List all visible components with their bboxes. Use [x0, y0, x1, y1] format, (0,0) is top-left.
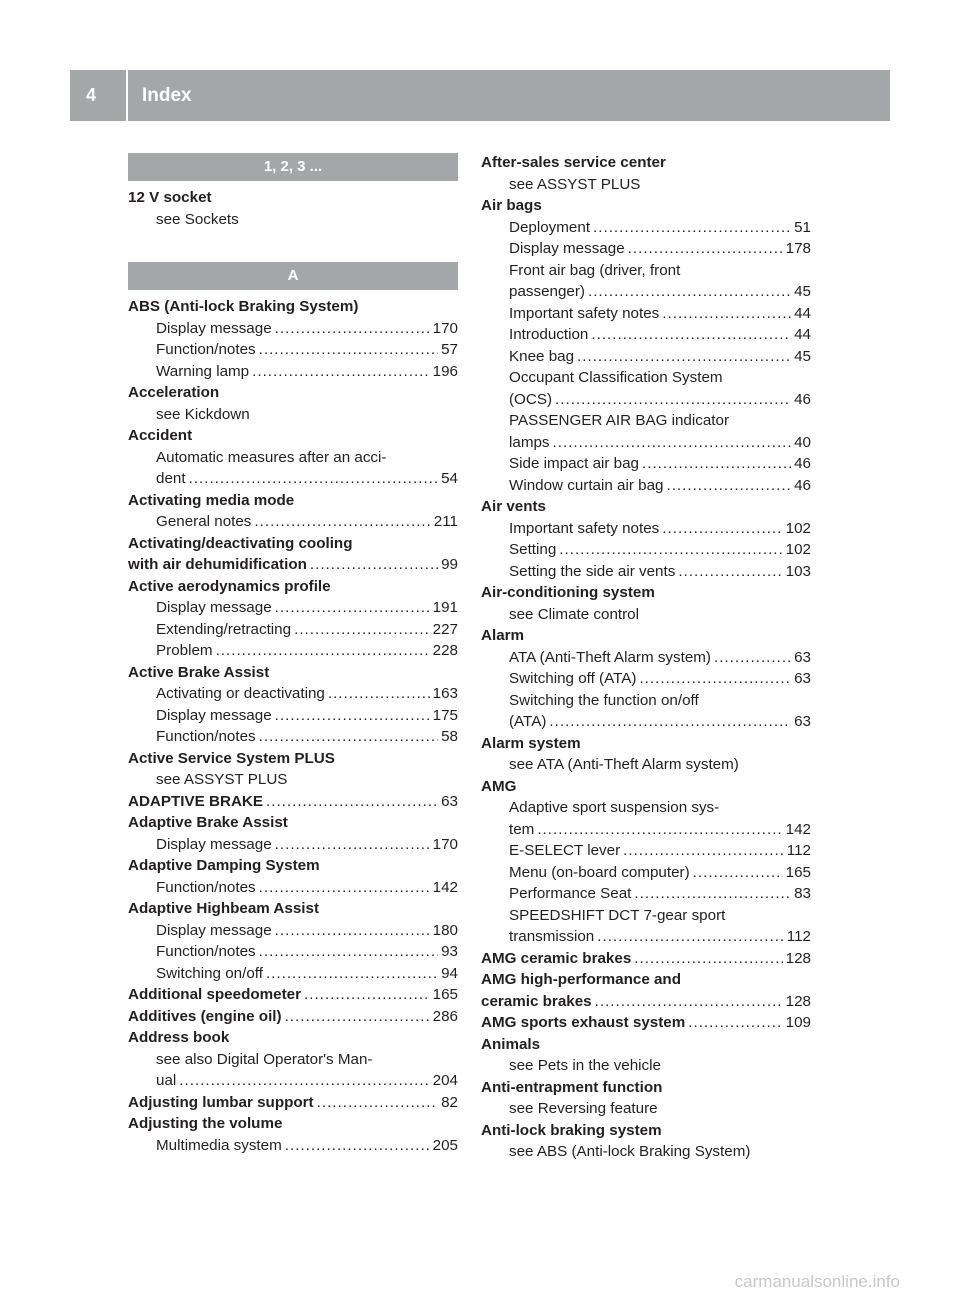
dot-leader [275, 834, 430, 856]
page-title: Index [142, 85, 192, 106]
page-reference-link[interactable]: 82 [441, 1093, 458, 1111]
entry-text: Display message [156, 921, 272, 939]
index-entry [481, 582, 811, 604]
index-subentry [128, 920, 458, 942]
page-reference-link[interactable]: 142 [432, 878, 458, 896]
entry-text: Occupant Classification System [509, 369, 723, 386]
index-subentry [481, 819, 811, 841]
entry-text: Accident [128, 427, 193, 444]
entry-text: Display message [156, 835, 272, 853]
entry-text: (OCS) [509, 390, 553, 408]
index-subentry [128, 963, 458, 985]
page-reference-link[interactable]: 58 [441, 728, 458, 745]
index-subentry [481, 1055, 811, 1077]
dot-leader [216, 640, 430, 662]
index-subentry [481, 260, 811, 282]
page-reference-link[interactable]: 63 [794, 670, 811, 687]
index-entry [128, 1027, 458, 1049]
page-reference-link[interactable]: 112 [786, 842, 811, 859]
page-reference-link[interactable]: 180 [432, 921, 458, 939]
dot-leader [666, 475, 791, 497]
index-subentry [481, 840, 811, 862]
entry-text: Function/notes [156, 943, 256, 960]
entry-text: Adaptive Highbeam Assist [128, 900, 320, 917]
entry-text: Function/notes [156, 728, 256, 745]
dot-leader [634, 883, 791, 905]
index-subentry [128, 640, 458, 662]
entry-text: see Climate control [509, 605, 639, 623]
page-reference-link[interactable]: 63 [441, 792, 458, 810]
entry-text: dent [156, 470, 186, 487]
index-entry [481, 1034, 811, 1056]
section-letter-heading: A [128, 262, 458, 290]
dot-leader [275, 318, 430, 340]
index-subentry [481, 883, 811, 905]
index-subentry [481, 324, 811, 346]
dot-leader [285, 1006, 430, 1028]
entry-text: with air dehumidification [128, 556, 307, 573]
index-subentry [481, 668, 811, 690]
page-reference-link[interactable]: 165 [432, 986, 458, 1003]
entry-text: Adjusting the volume [128, 1115, 283, 1132]
entry-text: Introduction [509, 326, 589, 343]
index-subentry [128, 834, 458, 856]
index-subentry [481, 389, 811, 411]
index-entry [481, 991, 811, 1013]
entry-text: transmission [509, 928, 595, 945]
entry-text: Activating/deactivating cooling [128, 534, 353, 552]
index-entry [481, 1120, 811, 1142]
dot-leader [310, 554, 438, 576]
page-reference-link[interactable]: 63 [794, 648, 811, 666]
entry-text: Animals [481, 1035, 541, 1053]
index-subentry [481, 1098, 811, 1120]
entry-text: Display message [156, 319, 272, 337]
index-entry [481, 195, 811, 217]
entry-text: Extending/retracting [156, 620, 292, 638]
index-subentry [128, 468, 458, 490]
dot-leader [275, 597, 430, 619]
index-subentry [481, 410, 811, 432]
index-subentry [481, 346, 811, 368]
page-reference-link[interactable]: 54 [441, 470, 458, 487]
index-subentry [481, 539, 811, 561]
index-entry [481, 776, 811, 798]
index-entry [481, 1012, 811, 1034]
entry-text: Display message [156, 706, 272, 724]
index-subentry [128, 683, 458, 705]
entry-text: Switching on/off [156, 964, 263, 982]
index-subentry [128, 318, 458, 340]
index-entry [481, 948, 811, 970]
index-entry [481, 969, 811, 991]
index-subentry [128, 1135, 458, 1157]
index-entry [128, 898, 458, 920]
entry-text: see Reversing feature [509, 1100, 658, 1117]
entry-text: Menu (on-board computer) [509, 863, 690, 881]
page-reference-link[interactable]: 196 [432, 362, 458, 380]
dot-leader [259, 726, 438, 748]
dot-leader [266, 791, 438, 813]
dot-leader [189, 468, 439, 490]
index-entry [128, 1113, 458, 1135]
page-reference-link[interactable]: 204 [432, 1072, 458, 1089]
dot-leader [642, 453, 791, 475]
entry-text: General notes [156, 513, 252, 530]
index-subentry [481, 174, 811, 196]
page-reference-link[interactable]: 102 [785, 519, 811, 537]
dot-leader [577, 346, 791, 368]
entry-text: Switching the function on/off [509, 691, 699, 709]
index-subentry [128, 941, 458, 963]
page-reference-link[interactable]: 93 [441, 943, 458, 960]
index-entry [128, 382, 458, 404]
page-reference-link[interactable]: 178 [785, 240, 811, 257]
entry-text: see Sockets [156, 210, 239, 228]
entry-text: Front air bag (driver, front [509, 261, 681, 279]
page-reference-link[interactable]: 163 [432, 685, 458, 702]
dot-leader [688, 1012, 782, 1034]
page-reference-link[interactable]: 57 [441, 341, 458, 358]
index-subentry [481, 367, 811, 389]
page-reference-link[interactable]: 170 [432, 319, 458, 337]
page-reference-link[interactable]: 45 [794, 347, 811, 365]
dot-leader [537, 819, 782, 841]
index-entry [481, 625, 811, 647]
entry-text: Anti-lock braking system [481, 1121, 662, 1139]
index-subentry [128, 705, 458, 727]
page-reference-link[interactable]: 165 [785, 863, 811, 881]
entry-text: lamps [509, 433, 550, 451]
dot-leader [593, 217, 791, 239]
dot-leader [634, 948, 782, 970]
entry-text: Side impact air bag [509, 455, 640, 472]
entry-text: Adaptive sport suspension sys- [509, 799, 720, 816]
section-letter-heading: 1, 2, 3 ... [128, 153, 458, 181]
entry-text: AMG [481, 777, 517, 795]
page-reference-link[interactable]: 44 [794, 304, 811, 322]
entry-text: Warning lamp [156, 362, 250, 380]
entry-text: Function/notes [156, 341, 256, 358]
page-reference-link[interactable]: 109 [785, 1014, 811, 1031]
dot-leader [597, 926, 784, 948]
page-number: 4 [86, 85, 97, 105]
page-reference-link[interactable]: 211 [433, 513, 458, 530]
entry-text: Important safety notes [509, 304, 660, 322]
dot-leader [275, 920, 430, 942]
page-reference-link[interactable]: 170 [432, 835, 458, 853]
entry-text: PASSENGER AIR BAG indicator [509, 412, 730, 429]
page-reference-link[interactable]: 94 [441, 964, 458, 982]
entry-text: 12 V socket [128, 189, 212, 206]
entry-text: ADAPTIVE BRAKE [128, 792, 264, 810]
index-subentry [481, 518, 811, 540]
page-reference-link[interactable]: 191 [432, 599, 458, 616]
watermark: carmanualsonline.info [734, 1272, 900, 1291]
entry-text: AMG sports exhaust system [481, 1014, 686, 1031]
index-subentry [481, 754, 811, 776]
header-bar [70, 70, 890, 121]
index-entry [128, 791, 458, 813]
page-reference-link[interactable]: 44 [794, 326, 811, 343]
page-reference-link[interactable]: 45 [794, 283, 811, 300]
index-entry [128, 576, 458, 598]
index-entry [128, 425, 458, 447]
dot-leader [555, 389, 791, 411]
page-reference-link[interactable]: 46 [794, 390, 811, 408]
dot-leader [628, 238, 783, 260]
page-reference-link[interactable]: 102 [785, 541, 811, 558]
index-entry [128, 554, 458, 576]
entry-text: see ABS (Anti-lock Braking System) [509, 1143, 751, 1160]
index-entry [128, 187, 458, 209]
dot-leader [623, 840, 784, 862]
dot-leader [678, 561, 782, 583]
index-subentry [481, 905, 811, 927]
dot-leader [259, 339, 438, 361]
entry-text: AMG ceramic brakes [481, 949, 632, 967]
entry-text: Setting the side air vents [509, 562, 676, 580]
index-entry [481, 496, 811, 518]
entry-text: Alarm system [481, 734, 581, 752]
index-subentry [128, 619, 458, 641]
index-subentry [481, 453, 811, 475]
page-reference-link[interactable]: 46 [794, 476, 811, 494]
page-reference-link[interactable]: 286 [432, 1007, 458, 1025]
dot-leader [266, 963, 438, 985]
dot-leader [285, 1135, 430, 1157]
entry-text: Activating media mode [128, 491, 295, 509]
entry-text: (ATA) [509, 713, 547, 730]
page-reference-link[interactable]: 227 [432, 620, 458, 638]
dot-leader [275, 705, 430, 727]
index-subentry [128, 1070, 458, 1092]
entry-text: Setting [509, 541, 557, 558]
entry-text: Problem [156, 642, 213, 659]
index-column-left [128, 153, 458, 1156]
dot-leader [595, 991, 783, 1013]
page-reference-link[interactable]: 40 [794, 433, 811, 451]
entry-text: SPEEDSHIFT DCT 7-gear sport [509, 906, 726, 924]
page-reference-link[interactable]: 112 [786, 928, 811, 945]
page-reference-link[interactable]: 205 [432, 1136, 458, 1154]
index-subentry [481, 238, 811, 260]
entry-text: Function/notes [156, 878, 256, 896]
entry-text: Important safety notes [509, 519, 660, 537]
index-column-right [481, 152, 811, 1163]
entry-text: Alarm [481, 627, 525, 644]
entry-text: tem [509, 820, 535, 838]
entry-text: Switching off (ATA) [509, 670, 637, 687]
page-reference-link[interactable]: 103 [785, 562, 811, 580]
page-reference-link[interactable]: 46 [794, 455, 811, 472]
entry-text: Window curtain air bag [509, 476, 664, 494]
dot-leader [254, 511, 430, 533]
index-entry [128, 1092, 458, 1114]
index-subentry [128, 339, 458, 361]
page-reference-link[interactable]: 83 [794, 885, 811, 902]
index-subentry [128, 511, 458, 533]
page-reference-link[interactable]: 128 [785, 992, 811, 1010]
entry-text: Multimedia system [156, 1136, 282, 1154]
entry-text: E-SELECT lever [509, 842, 621, 859]
dot-leader [693, 862, 783, 884]
dot-leader [317, 1092, 438, 1114]
dot-leader [252, 361, 430, 383]
dot-leader [714, 647, 791, 669]
index-subentry [481, 561, 811, 583]
entry-text: Display message [156, 599, 272, 616]
entry-text: Air vents [481, 498, 546, 515]
entry-text: AMG high-performance and [481, 971, 681, 988]
page-reference-link[interactable]: 128 [785, 949, 811, 967]
page-reference-link[interactable]: 99 [441, 556, 458, 573]
index-subentry [481, 217, 811, 239]
entry-text: Additives (engine oil) [128, 1007, 282, 1025]
index-subentry [481, 797, 811, 819]
entry-text: see Kickdown [156, 405, 250, 423]
entry-text: Performance Seat [509, 885, 632, 902]
index-subentry [481, 281, 811, 303]
index-entry [128, 662, 458, 684]
dot-leader [259, 941, 438, 963]
entry-text: Additional speedometer [128, 986, 301, 1003]
index-entry [128, 748, 458, 770]
entry-text: Display message [509, 240, 625, 257]
index-entry [128, 812, 458, 834]
index-entry [481, 733, 811, 755]
index-entry [128, 296, 458, 318]
entry-text: Active Service System PLUS [128, 749, 335, 767]
index-subentry [481, 862, 811, 884]
dot-leader [639, 668, 791, 690]
entry-text: Activating or deactivating [156, 685, 325, 702]
dot-leader [588, 281, 791, 303]
dot-leader [559, 539, 782, 561]
page-reference-link[interactable]: 142 [785, 820, 811, 838]
index-subentry [481, 1141, 811, 1163]
entry-text: Adaptive Brake Assist [128, 814, 288, 831]
index-subentry [481, 711, 811, 733]
entry-text: Acceleration [128, 384, 220, 401]
header-divider [126, 70, 128, 121]
entry-text: see ATA (Anti-Theft Alarm system) [509, 756, 739, 773]
index-subentry [481, 926, 811, 948]
entry-text: see also Digital Operator's Man- [156, 1050, 373, 1068]
index-subentry [128, 404, 458, 426]
dot-leader [591, 324, 791, 346]
entry-text: ABS (Anti-lock Braking System) [128, 298, 359, 315]
index-entry [128, 533, 458, 555]
index-subentry [481, 604, 811, 626]
index-subentry [128, 726, 458, 748]
entry-text: Knee bag [509, 347, 575, 365]
index-entry [481, 152, 811, 174]
index-subentry [128, 597, 458, 619]
entry-text: ual [156, 1072, 177, 1089]
index-subentry [481, 432, 811, 454]
entry-text: After-sales service center [481, 154, 666, 171]
index-subentry [128, 769, 458, 791]
entry-text: Automatic measures after an acci- [156, 448, 387, 466]
entry-text: Anti-entrapment function [481, 1078, 663, 1096]
index-entry [128, 855, 458, 877]
index-subentry [481, 690, 811, 712]
index-subentry [128, 877, 458, 899]
entry-text: see ASSYST PLUS [509, 175, 641, 193]
index-subentry [481, 303, 811, 325]
entry-text: Deployment [509, 218, 591, 236]
index-entry [128, 1006, 458, 1028]
entry-text: passenger) [509, 283, 585, 300]
entry-text: Adaptive Damping System [128, 857, 320, 874]
dot-leader [549, 711, 791, 733]
index-entry [481, 1077, 811, 1099]
index-subentry [128, 447, 458, 469]
index-subentry [481, 647, 811, 669]
entry-text: ATA (Anti-Theft Alarm system) [509, 648, 711, 666]
page-reference-link[interactable]: 175 [432, 706, 458, 724]
dot-leader [304, 984, 430, 1006]
entry-text: Adjusting lumbar support [128, 1093, 314, 1111]
index-entry [128, 984, 458, 1006]
dot-leader [294, 619, 430, 641]
index-subentry [128, 209, 458, 231]
index-subentry [128, 1049, 458, 1071]
entry-text: ceramic brakes [481, 992, 592, 1010]
entry-text: Active aerodynamics profile [128, 577, 331, 595]
index-subentry [481, 475, 811, 497]
entry-text: Address book [128, 1029, 230, 1046]
page-reference-link[interactable]: 63 [794, 713, 811, 730]
entry-text: Air bags [481, 197, 542, 214]
index-subentry [128, 361, 458, 383]
entry-text: see ASSYST PLUS [156, 771, 288, 788]
dot-leader [328, 683, 430, 705]
index-entry [128, 490, 458, 512]
page-reference-link[interactable]: 51 [794, 218, 811, 236]
dot-leader [259, 877, 430, 899]
dot-leader [662, 518, 782, 540]
entry-text: Air-conditioning system [481, 584, 655, 601]
dot-leader [553, 432, 792, 454]
dot-leader [179, 1070, 429, 1092]
entry-text: Active Brake Assist [128, 663, 270, 681]
dot-leader [662, 303, 791, 325]
page-reference-link[interactable]: 228 [432, 642, 458, 659]
entry-text: see Pets in the vehicle [509, 1057, 661, 1074]
